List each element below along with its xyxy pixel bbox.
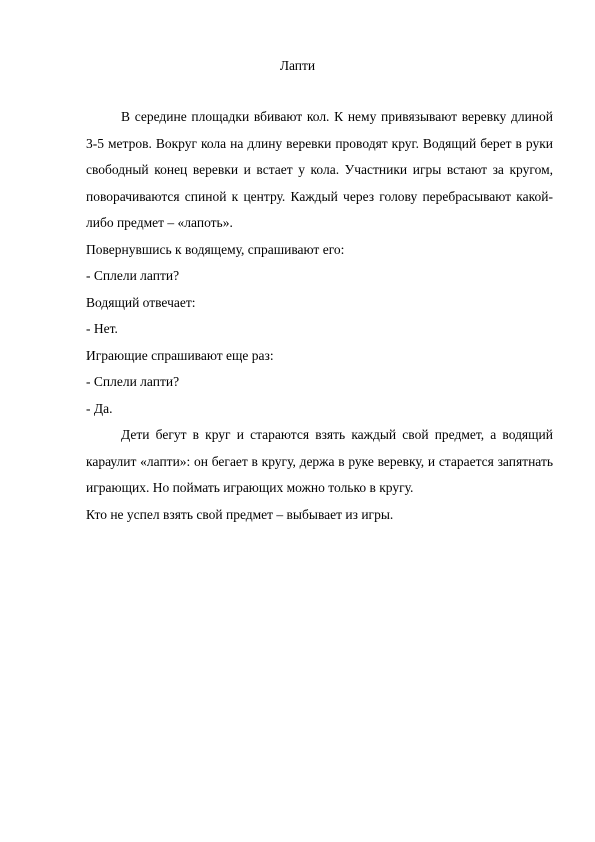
dialogue-line-question-2: - Сплели лапти? <box>86 374 180 389</box>
paragraph-answer-intro: Водящий отвечает: <box>86 294 196 310</box>
dialogue-line-answer-yes: - Да. <box>86 400 113 416</box>
paragraph-rules-intro: В середине площадки вбивают кол. К нему привязывают веревку длиной 3-5 метров. Вокруг кола на длину веревки проводят круг. Водящий берет в руки свободный конец веревки и встает у кола. Участники игры встают за кругом, поворачиваются спиной к центру. Каждый через голову перебрасывают какой-либо предмет – «лапоть». <box>86 109 553 230</box>
page-title: Лапти <box>279 58 316 73</box>
dialogue-line-question-1: - Сплели лапти? <box>86 268 180 283</box>
paragraph-elimination-rule: Кто не успел взять свой предмет – выбывает из игры. <box>86 506 394 522</box>
document-body <box>86 104 553 528</box>
paragraph-question-intro: Повернувшись к водящему, спрашивают его: <box>86 241 345 257</box>
paragraph-game-play: Дети бегут в круг и стараются взять каждый свой предмет, а водящий караулит «лапти»: он бегает в кругу, держа в руке веревку, и старается запятнать играющих. Но поймать играющих можно только в кругу. <box>86 427 553 495</box>
paragraph-question-again: Играющие спрашивают еще раз: <box>86 347 274 363</box>
dialogue-line-answer-no: - Нет. <box>86 321 118 336</box>
